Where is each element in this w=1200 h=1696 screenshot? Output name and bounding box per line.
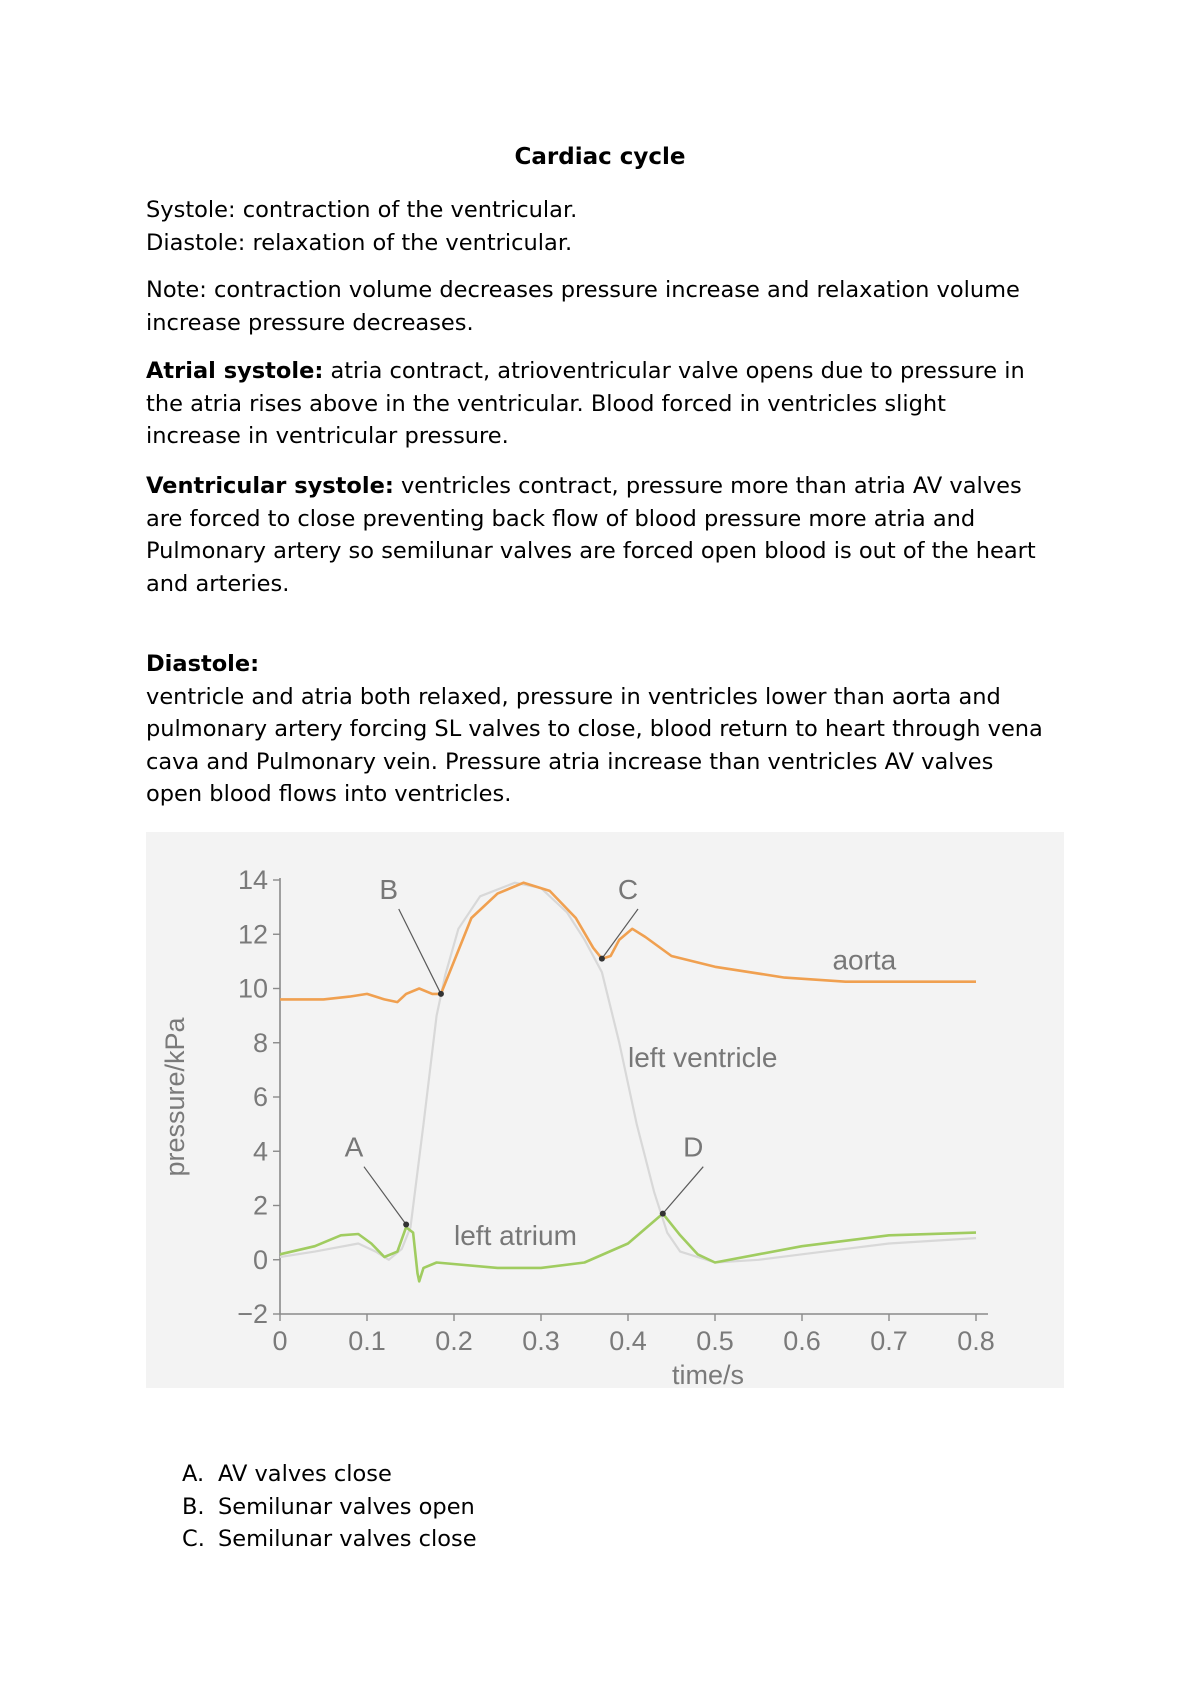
x-tick-label: 0.2: [435, 1326, 473, 1356]
annotation-label: D: [683, 1131, 704, 1163]
annotation-leader: [364, 1167, 406, 1225]
y-tick-label: 6: [252, 1082, 268, 1112]
cardiac-pressure-chart: [146, 832, 1064, 1388]
x-tick-label: 0.6: [783, 1326, 821, 1356]
x-tick-label: 0.4: [609, 1326, 647, 1356]
diastole-paragraph: [146, 648, 1046, 811]
diastole-heading: Diastole:: [146, 651, 260, 677]
y-axis-label: pressure/kPa: [160, 1017, 190, 1177]
page-title: Cardiac cycle: [514, 144, 686, 170]
y-tick-label: −2: [237, 1299, 268, 1329]
atrial-systole-heading: Atrial systole:: [146, 358, 324, 384]
atrial-systole-paragraph: [146, 355, 1046, 453]
note-paragraph: Note: contraction volume decreases pressure increase and relaxation volume increase pressure decreases.: [146, 277, 1020, 336]
x-tick-label: 0.1: [348, 1326, 386, 1356]
annotation-point: [599, 956, 605, 962]
annotation-leader: [602, 909, 638, 959]
series-label: left ventricle: [628, 1042, 778, 1074]
y-tick-label: 4: [252, 1136, 268, 1167]
diastole-text: ventricle and atria both relaxed, pressure in ventricles lower than aorta and pulmonary artery forcing SL valves to close, blood return to heart through vena cava and Pulmonary vein. Pressure atria increase than ventricles AV valves open blood flows into ventricles.: [146, 683, 1043, 807]
list-item: B. Semilunar valves open: [182, 1493, 475, 1520]
annotation-label: C: [617, 873, 639, 905]
x-tick-label: 0.7: [870, 1326, 908, 1356]
systole-definition: Systole: contraction of the ventricular.: [146, 197, 578, 223]
y-tick-label: 0: [252, 1244, 268, 1275]
series-label: aorta: [832, 944, 897, 976]
x-axis-label: time/s: [671, 1360, 745, 1388]
series-label: left atrium: [454, 1219, 577, 1251]
annotation-leader: [399, 909, 441, 994]
y-tick-label: 2: [252, 1190, 268, 1221]
y-tick-label: 8: [252, 1027, 268, 1058]
y-tick-label: 10: [237, 973, 268, 1004]
x-tick-label: 0.8: [957, 1326, 995, 1356]
x-tick-label: 0.5: [696, 1326, 734, 1356]
x-tick-label: 0.3: [522, 1326, 560, 1356]
diastole-definition: Diastole: relaxation of the ventricular.: [146, 229, 573, 256]
annotation-point: [660, 1211, 666, 1217]
annotation-point: [403, 1221, 409, 1227]
ventricular-systole-paragraph: [146, 470, 1046, 600]
chart-svg: [146, 832, 1064, 1388]
ventricular-systole-text: ventricles contract, pressure more than atria AV valves are forced to close preventing back flow of blood pressure more atria and Pulmonary artery so semilunar valves are forced open blood is out of the heart and arteries.: [146, 473, 1036, 597]
y-tick-label: 12: [237, 919, 268, 950]
annotation-leader: [663, 1167, 703, 1214]
definitions: [146, 194, 1046, 259]
ventricular-systole-heading: Ventricular systole:: [146, 473, 394, 499]
valve-events-list: [182, 1458, 477, 1556]
annotation-label: B: [379, 873, 399, 905]
series-line-left-atrium: [280, 1214, 976, 1282]
x-tick-label: 0: [272, 1326, 288, 1356]
list-item: A. AV valves close: [182, 1461, 392, 1487]
annotation-label: A: [344, 1131, 364, 1163]
atrial-systole-text: atria contract, atrioventricular valve opens due to pressure in the atria rises above in the ventricular. Blood forced in ventricles slight increase in ventricular pressure.: [146, 358, 1025, 449]
annotation-point: [438, 991, 444, 997]
y-tick-label: 14: [237, 865, 268, 895]
list-item: C. Semilunar valves close: [182, 1526, 477, 1552]
